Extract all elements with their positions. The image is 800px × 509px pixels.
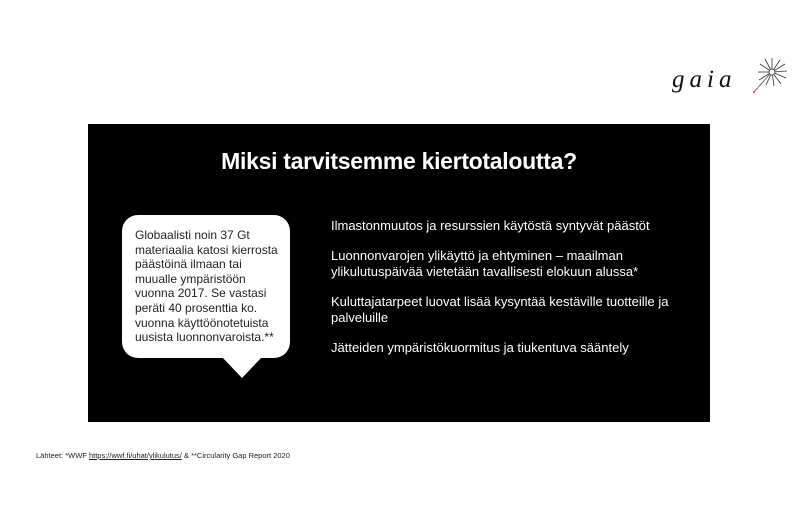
- reason-item: Ilmastonmuutos ja resurssien käytöstä syntyvät päästöt: [331, 218, 650, 233]
- sources-suffix: & **Circularity Gap Report 2020: [181, 451, 290, 460]
- sources-footer: [36, 451, 290, 460]
- reasons-list: [331, 218, 701, 370]
- wwf-link[interactable]: https://wwf.fi/uhat/ylikulutus/: [88, 451, 182, 460]
- speech-bubble: [122, 215, 290, 358]
- sources-prefix: Lähteet: *WWF: [36, 451, 89, 460]
- slide-title: Miksi tarvitsemme kiertotaloutta?: [221, 148, 577, 174]
- reason-item: Luonnonvarojen ylikäyttö ja ehtyminen – maailman ylikulutuspäivää vietetään tavallisesti elokuun alussa*: [331, 248, 639, 279]
- reason-item: Jätteiden ympäristökuormitus ja tiukentuva sääntely: [331, 340, 629, 355]
- bubble-text: Globaalisti noin 37 Gt materiaalia katosi kierrosta päästöinä ilmaan tai muualle ympäristöön vuonna 2017. Se vastasi peräti 40 prosenttia ko. vuonna käyttöönotetuista uusista luonnonvaroista.**: [135, 228, 278, 345]
- speech-bubble-tail: [222, 357, 262, 378]
- logo-text: gaia: [672, 66, 737, 93]
- slide-panel: [88, 124, 710, 422]
- reason-item: Kuluttajatarpeet luovat lisää kysyntää kestäville tuotteille ja palveluille: [331, 294, 669, 325]
- dandelion-icon: [750, 56, 790, 96]
- gaia-logo: [672, 60, 787, 100]
